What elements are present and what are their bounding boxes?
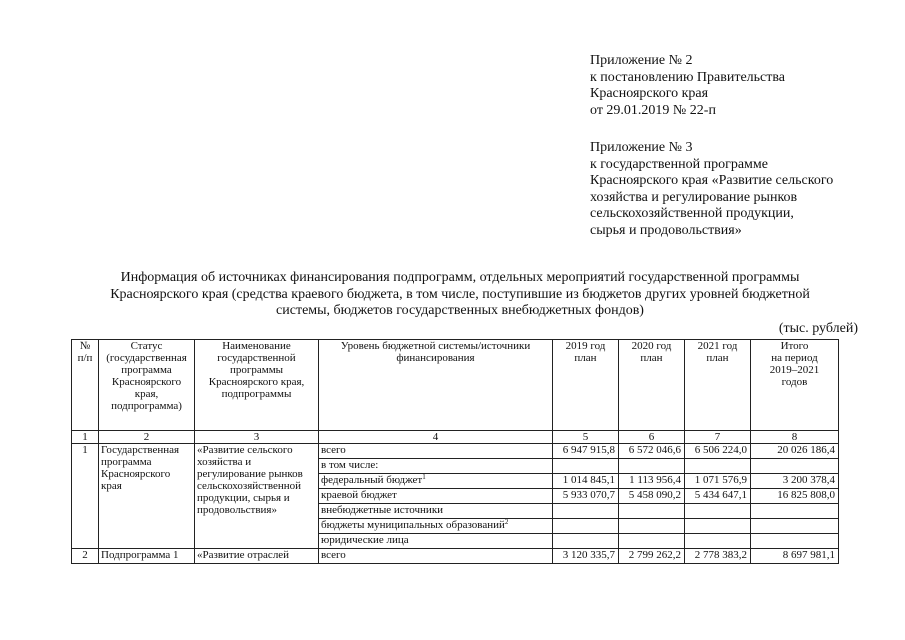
value-total (751, 519, 839, 534)
appendix-line: Приложение № 2 (590, 53, 693, 68)
value-2021 (685, 504, 751, 519)
column-number-row (72, 431, 839, 444)
value-total: 20 026 186,4 (751, 444, 839, 459)
header-2020: 2020 год план (619, 340, 685, 431)
row-program-name: «Развитие отраслей (195, 549, 319, 564)
value-total (751, 459, 839, 474)
title-line: Информация об источниках финансирования подпрограмм, отдельных мероприятий государственной программы (120, 270, 800, 285)
table-row (72, 549, 839, 564)
value-2020: 5 458 090,2 (619, 489, 685, 504)
value-2021: 2 778 383,2 (685, 549, 751, 564)
funding-level: юридические лица (319, 534, 553, 549)
header-num: № п/п (72, 340, 99, 431)
column-number: 5 (553, 431, 619, 444)
appendix-line: от 29.01.2019 № 22-п (590, 102, 716, 118)
value-2020 (619, 459, 685, 474)
value-2019 (553, 459, 619, 474)
value-2019 (553, 504, 619, 519)
table-row (72, 444, 839, 459)
value-2021: 1 071 576,9 (685, 474, 751, 489)
appendix-line: Приложение № 3 (590, 140, 693, 155)
value-total: 8 697 981,1 (751, 549, 839, 564)
row-number: 1 (72, 444, 99, 549)
appendix-line: Красноярского края (590, 86, 709, 101)
value-2019 (553, 534, 619, 549)
value-total: 3 200 378,4 (751, 474, 839, 489)
header-total: Итого на период 2019–2021 годов (751, 340, 839, 431)
funding-level: внебюджетные источники (319, 504, 553, 519)
header-2021: 2021 год план (685, 340, 751, 431)
title-line: системы, бюджетов государственных внебюджетных фондов) (276, 303, 644, 318)
value-2019: 1 014 845,1 (553, 474, 619, 489)
header-status: Статус (государственная программа Красноярского края, подпрограмма) (99, 340, 195, 431)
value-2020: 6 572 046,6 (619, 444, 685, 459)
appendix-block-3 (590, 140, 833, 239)
row-number: 2 (72, 549, 99, 564)
appendix-line: сырья и продовольствия» (590, 222, 742, 238)
value-2021 (685, 519, 751, 534)
column-number: 2 (99, 431, 195, 444)
funding-level: в том числе: (319, 459, 553, 474)
value-total (751, 534, 839, 549)
value-2019: 5 933 070,7 (553, 489, 619, 504)
header-name: Наименование государственной программы Красноярского края, подпрограммы (195, 340, 319, 431)
funding-level: федеральный бюджет$^1$ (319, 474, 553, 489)
appendix-line: к постановлению Правительства (590, 69, 786, 85)
value-2020 (619, 534, 685, 549)
appendix-line: Красноярского края «Развитие сельского (590, 173, 834, 188)
funding-level: краевой бюджет (319, 489, 553, 504)
row-status: Подпрограмма 1 (99, 549, 195, 564)
row-program-name: «Развитие сельского хозяйства и регулирование рынков сельскохозяйственной продукции, сырья и продовольствия» (195, 444, 319, 549)
value-2019: 3 120 335,7 (553, 549, 619, 564)
value-2020 (619, 519, 685, 534)
table-header-row (72, 340, 839, 431)
value-2019 (553, 519, 619, 534)
column-number: 6 (619, 431, 685, 444)
appendix-block-2 (590, 53, 785, 119)
value-2021: 6 506 224,0 (685, 444, 751, 459)
column-number: 8 (751, 431, 839, 444)
value-2020: 2 799 262,2 (619, 549, 685, 564)
footnote-mark: 1 (422, 473, 426, 481)
value-2021: 5 434 647,1 (685, 489, 751, 504)
funding-level: всего (319, 444, 553, 459)
financing-table (71, 339, 839, 564)
units-label: (тыс. рублей) (778, 321, 858, 336)
column-number: 1 (72, 431, 99, 444)
appendix-line: хозяйства и регулирование рынков (590, 189, 798, 205)
funding-level: всего (319, 549, 553, 564)
header-level: Уровень бюджетной системы/источники финансирования (319, 340, 553, 431)
appendix-line: к государственной программе (590, 156, 768, 172)
header-2019: 2019 год план (553, 340, 619, 431)
appendix-line: сельскохозяйственной продукции, (590, 206, 794, 221)
document-title (60, 270, 860, 320)
column-number: 4 (319, 431, 553, 444)
value-total (751, 504, 839, 519)
footnote-mark: 2 (504, 518, 509, 526)
column-number: 3 (195, 431, 319, 444)
value-total: 16 825 808,0 (751, 489, 839, 504)
value-2021 (685, 534, 751, 549)
funding-level: бюджеты муниципальных образований$^2$ (319, 519, 553, 534)
value-2020 (619, 504, 685, 519)
value-2019: 6 947 915,8 (553, 444, 619, 459)
row-status: Государственная программа Красноярского края (99, 444, 195, 549)
value-2021 (685, 459, 751, 474)
value-2020: 1 113 956,4 (619, 474, 685, 489)
column-number: 7 (685, 431, 751, 444)
title-line: Красноярского края (средства краевого бюджета, в том числе, поступившие из бюджетов других уровней бюджетной (110, 286, 810, 302)
